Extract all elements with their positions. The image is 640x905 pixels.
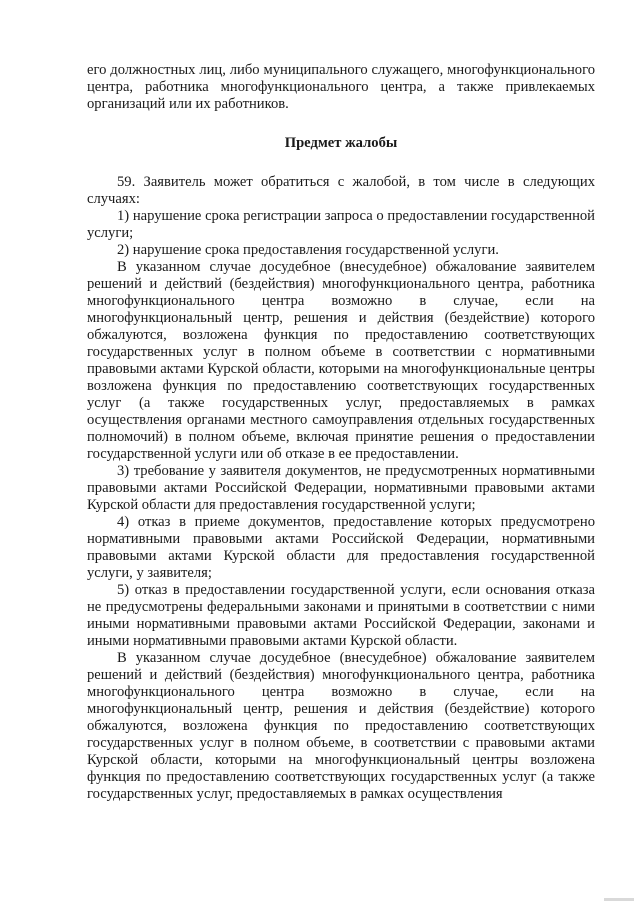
intro-paragraph: его должностных лиц, либо муниципального служащего, многофункционального центра, работника многофункционального центра, а также привлекаемых организаций или их работников. [87, 62, 595, 112]
mfc-clause-paragraph: В указанном случае досудебное (внесудебное) обжалование заявителем решений и действий (бездействия) многофункционального центра, работника многофункционального центра возможно в случае, если на многофункциональный центр, решения и действия (бездействие) которого обжалуются, возложена функция по предоставлению соответствующих государственных услуг в полном объеме в соответствии с нормативными правовыми актами Курской области, которыми на многофункциональные центры возложена функция по предоставлению соответствующих государственных услуг (а также государственных услуг, предоставляемых в рамках осуществления органами местного самоуправления отдельных государственных полномочий) в полном объеме, включая принятие решения о предоставлении государственной услуги или об отказе в ее предоставлении. [87, 259, 595, 462]
list-item-4: 4) отказ в приеме документов, предоставление которых предусмотрено нормативными правовыми актами Российской Федерации, нормативными правовыми актами Курской области для предоставления государственной услуги, у заявителя; [87, 514, 595, 581]
scan-mark [604, 898, 634, 901]
list-item-5: 5) отказ в предоставлении государственной услуги, если основания отказа не предусмотрены федеральными законами и принятыми в соответствии с ними иными нормативными правовыми актами Российской Федерации, законами и иными нормативными правовыми актами Курской области. [87, 582, 595, 649]
paragraph-59: 59. Заявитель может обратиться с жалобой, в том числе в следующих случаях: [87, 174, 595, 207]
list-item-3: 3) требование у заявителя документов, не предусмотренных нормативными правовыми актами Российской Федерации, нормативными правовыми актами Курской области для предоставления государственной услуги; [87, 463, 595, 513]
document-text [87, 62, 595, 803]
mfc-clause-paragraph-2: В указанном случае досудебное (внесудебное) обжалование заявителем решений и действий (бездействия) многофункционального центра, работника многофункционального центра возможно в случае, если на многофункциональный центр, решения и действия (бездействие) которого обжалуются, возложена функция по предоставлению соответствующих государственных услуг в полном объеме, в соответствии с правовыми актами Курской области, которыми на многофункциональный центры возложена функция по предоставлению соответствующих государственных услуг (а также государственных услуг, предоставляемых в рамках осуществления [87, 650, 595, 802]
section-heading: Предмет жалобы [284, 135, 398, 151]
list-item-1: 1) нарушение срока регистрации запроса о предоставлении государственной услуги; [87, 208, 595, 241]
list-item-2: 2) нарушение срока предоставления государственной услуги. [117, 242, 499, 258]
